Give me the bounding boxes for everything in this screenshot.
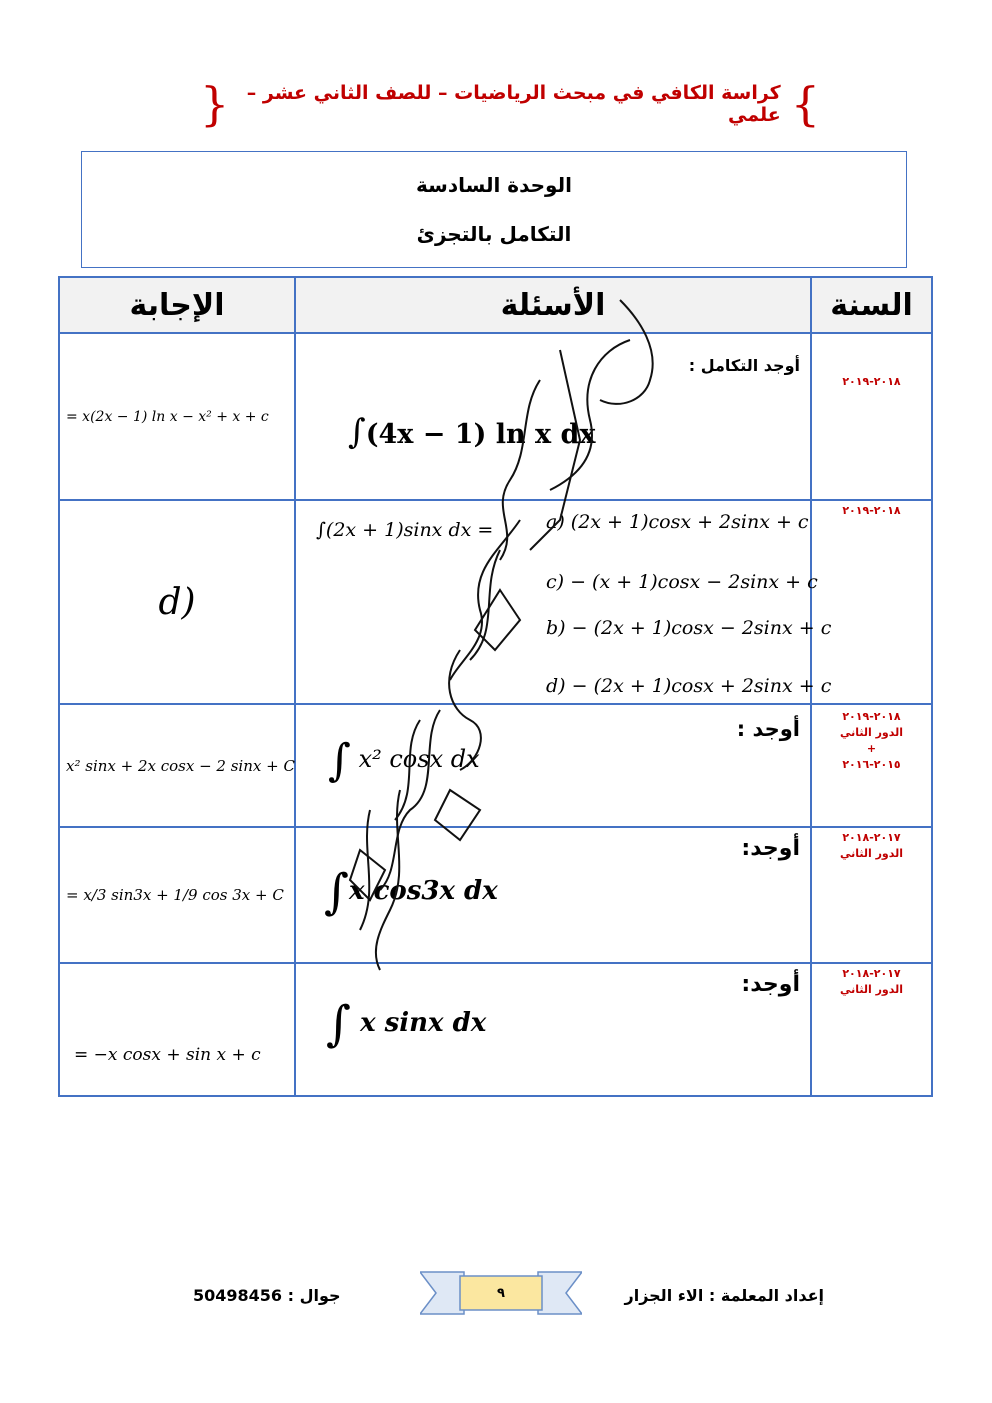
question-integral: ∫x cos3x dx: [324, 864, 498, 920]
answer-text: = x/3 sin3x + 1/9 cos 3x + C: [66, 886, 284, 904]
questions-table: [58, 276, 933, 1097]
header-brace-left: {: [200, 77, 230, 131]
answer-cell: [59, 333, 295, 500]
year-text: ٢٠١٧-٢٠١٨ الدور الثاني: [839, 967, 904, 996]
answer-cell: [59, 704, 295, 827]
option-a: a) (2x + 1)cosx + 2sinx + c: [546, 511, 809, 533]
year-cell: [811, 500, 932, 704]
question-cell: [295, 333, 811, 500]
year-text: ٢٠١٨-٢٠١٩ الدور الثاني + ٢٠١٥-٢٠١٦: [839, 710, 904, 771]
year-text: ٢٠١٨-٢٠١٩: [842, 504, 901, 517]
option-b: b) − (2x + 1)cosx − 2sinx + c: [546, 617, 832, 639]
question-cell: [295, 704, 811, 827]
unit-name: الوحدة السادسة: [416, 172, 572, 197]
answer-text: = −x cosx + sin x + c: [74, 1044, 261, 1065]
unit-title-box: [81, 151, 907, 268]
integral-sign-icon: ∫: [326, 996, 352, 1052]
integral-sign-icon: ∫: [328, 735, 351, 786]
document-header: [200, 78, 820, 130]
option-c: c) − (x + 1)cosx − 2sinx + c: [546, 571, 818, 593]
year-cell: [811, 827, 932, 963]
question-cell: [295, 500, 832, 704]
header-title: كراسة الكافي في مبحث الرياضيات – للصف الثاني عشر – علمي: [246, 82, 781, 126]
answer-cell: [59, 963, 295, 1096]
year-cell: [811, 333, 932, 500]
question-label: أوجد التكامل :: [688, 356, 800, 375]
year-cell: [811, 704, 932, 827]
answer-cell: [59, 500, 295, 704]
year-cell: [811, 963, 932, 1096]
table-row: [59, 963, 932, 1096]
header-brace-right: }: [790, 77, 820, 131]
answer-text: = x(2x − 1) ln x − x² + x + c: [66, 408, 269, 425]
question-label: أوجد:: [741, 836, 800, 861]
header-year: السنة: [811, 277, 932, 333]
footer-phone: جوال : 50498456: [193, 1286, 341, 1305]
table-row: [59, 827, 932, 963]
question-integral: ∫ x sinx dx: [326, 996, 487, 1052]
table-row: [59, 704, 932, 827]
option-d: d) − (2x + 1)cosx + 2sinx + c: [546, 675, 832, 697]
answer-text: x² sinx + 2x cosx − 2 sinx + C: [66, 756, 295, 775]
table-row: [59, 333, 932, 500]
question-integral: ∫ x² cosx dx: [328, 735, 480, 786]
answer-cell: [59, 827, 295, 963]
question-cell: [295, 827, 811, 963]
header-answer: الإجابة: [59, 277, 295, 333]
question-label: أوجد :: [736, 717, 800, 741]
answer-text: d): [158, 581, 196, 623]
table-header-row: [59, 277, 932, 333]
question-integral: ∫(2x + 1)sinx dx =: [316, 519, 494, 541]
question-label: أوجد:: [741, 972, 800, 997]
unit-topic: التكامل بالتجزئ: [416, 222, 572, 247]
integral-sign-icon: ∫: [348, 412, 366, 452]
question-cell: [295, 963, 811, 1096]
question-integral: ∫(4x − 1) ln x dx: [348, 412, 596, 452]
table-row: [59, 500, 932, 704]
year-text: ٢٠١٧-٢٠١٨ الدور الثاني: [839, 831, 904, 860]
integral-sign-icon: ∫: [316, 519, 326, 541]
page-number: ٩: [497, 1285, 505, 1301]
header-questions: الأسئلة: [295, 277, 811, 333]
footer-prepared-by: إعداد المعلمة : الاء الجزار: [624, 1286, 824, 1305]
integral-sign-icon: ∫: [324, 864, 350, 920]
year-text: ٢٠١٨-٢٠١٩: [842, 375, 901, 388]
